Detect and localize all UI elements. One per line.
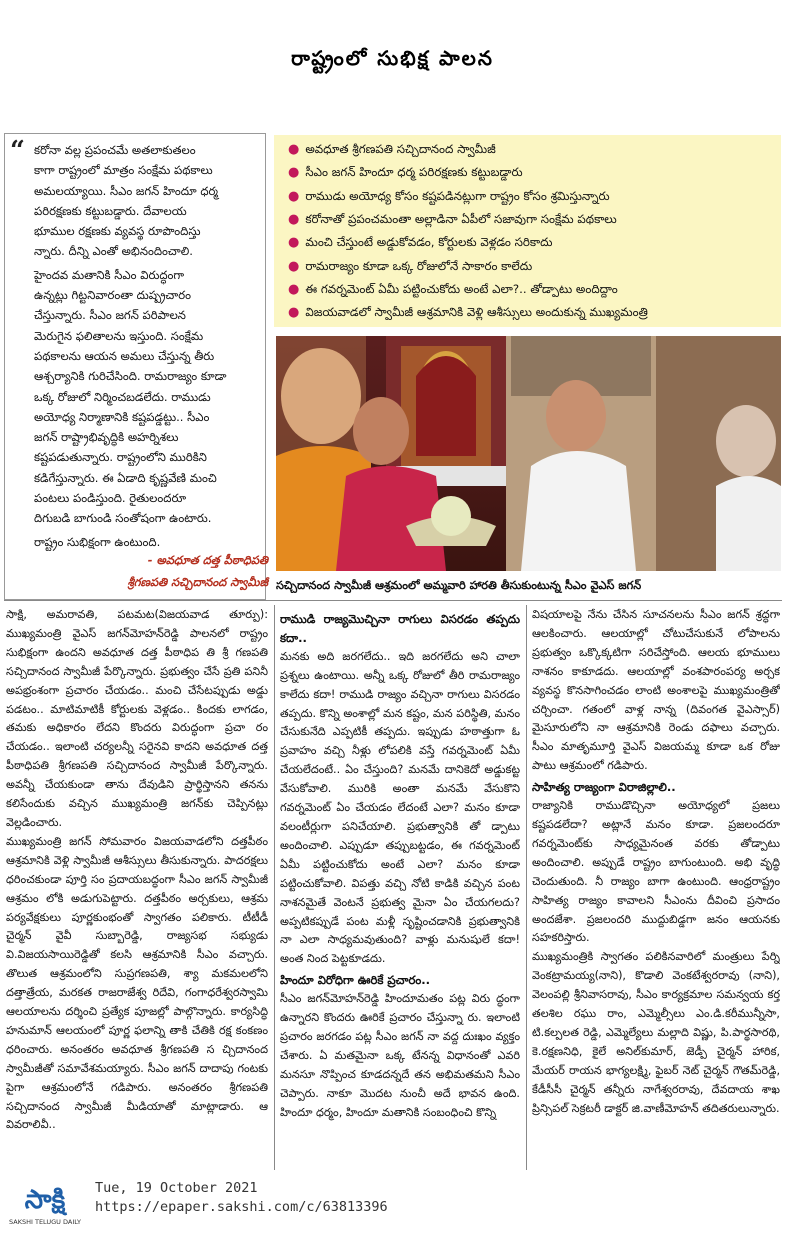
- paragraph: మనకు అది జరగలేదు.. ఇది జరగలేదు అని చాలా ప్రశ్నలు ఉంటాయి. అన్నీ ఒక్క రోజులో తీరి రామరాజ్యం కాలేదు కదా! రాముడి రాజ్యం వచ్చినా రాగులు విసరడం తప్పదు. కొన్ని అంశాల్లో మన కష్టం, మన పరిస్థితి, మనం చేసుకునేది ఎప్పటికీ తప్పదు. ఇప్పుడు హఠాత్తుగా ఓ ప్రవాహం వచ్చి నీళ్లు లోపలికి వస్తే గవర్నమెంట్ ఏమీ చేయలేదంటే.. ఏం చేస్తుంది? మనమే దానికెదో అడ్డుకట్ట వేసుకోవాలి. మురికి అంతా మనమే వేసుకొని గవర్నమెంట్ ఏం చేయడం లేదంటే ఎలా? మనం కూడా వలంటీర్లుగా పనిచేయాలి. ప్రభుత్వానికి తో డ్పాటు అందించాలి. ఎప్పుడూ తప్పుబట్టడం, ఈ గవర్నమెంట్ ఏమీ పట్టించుకోదు అంటే ఎలా? మనం కూడా పట్టించుకోవాలి. విపత్తు వచ్చి నోటి కాడికి వచ్చిన పంట నాశనమైతే వెంటనే ప్రభుత్వ మైనా ఏం చేయగలదు? అప్పటికప్పుడే పంట మళ్లీ సృష్టించడానికి ప్రభుత్వానికి నా ఎలా సాధ్యమవుతుంది? వాళ్లు మనుషులే కదా! అంత నింద పెట్టకూడదు.: [280, 649, 520, 966]
- quote-line: న్నారు. దీన్ని ఎంతో అభినందించాలి.: [34, 244, 193, 259]
- article-column-3: [532, 606, 780, 1172]
- highlight-item: [288, 282, 618, 299]
- quote-line: ఉన్నట్లు గిట్టనివారంతా దుష్ప్రచారం: [34, 288, 191, 303]
- quote-text: [34, 140, 262, 552]
- subheading: సాహిత్య రాజ్యంగా విరాజిల్లాలి..: [532, 780, 676, 795]
- highlight-text: ఈ గవర్నమెంట్ ఏమీ పట్టించుకోదు అంటే ఎలా?.. తోడ్పాటు అందిద్దాం: [305, 281, 618, 296]
- column-divider: [526, 605, 527, 1170]
- quote-line: ఆశ్చర్యానికి గురిచేసింది. రామరాజ్యం కూడా: [34, 369, 227, 384]
- quote-line: అయోధ్య నిర్మాణానికి కష్టపడ్డట్టు.. సీఎం: [34, 409, 210, 424]
- photo-caption: సచ్చిదానంద స్వామీజీ ఆశ్రమంలో అమ్మవారి హారతి తీసుకుంటున్న సీఎం వైఎస్ జగన్: [276, 579, 642, 592]
- highlight-text: అవధూత శ్రీగణపతి సచ్చిదానంద స్వామీజీ: [305, 142, 496, 156]
- paragraph: విషయాలపై నేను చేసిన సూచనలను సీఎం జగన్ శ్రద్ధగా ఆలకించారు. ఆలయాల్లో చోటుచేసుకునే లోపాలను ప్రభుత్వం ఒక్కొక్కటిగా సరిచేస్తోంది. ఆలయ భూములు నాశనం కాకూడదు. ఆలయాల్లో వంశపారంపర్య అర్చక వ్యవస్థ కొనసాగించడం లాంటి అంశాలపై ముఖ్యమంత్రితో చర్చించా. గతంలో వాళ్ల నాన్న (దివంగత వైఎస్సార్) మైసూరులోని నా ఆశ్రమానికి రెండు దఫాలు వచ్చారు. సీఎం మాతృమూర్తి వైఎస్ విజయమ్మ కూడా ఒక రోజు పాటు ఆశ్రమంలో గడిపారు.: [532, 608, 780, 773]
- quote-line: పంటలు పండిస్తుంది. రైతులందరూ: [34, 491, 187, 506]
- quote-line: భూముల రక్షణకు వ్యవస్థ రూపొందిస్తు: [34, 224, 201, 239]
- bullet-icon: ●: [288, 165, 300, 181]
- logo-subtext: SAKSHI TELUGU DAILY: [9, 1218, 81, 1226]
- bullet-icon: ●: [288, 188, 300, 204]
- headline: రాష్ట్రంలో సుభిక్ష పాలన: [291, 45, 494, 70]
- highlight-text: కరోనాతో ప్రపంచమంతా అల్లాడినా ఏపీలో సజావుగా సంక్షేమ పథకాలు: [305, 211, 617, 226]
- quote-signature-name: శ్రీగణపతి సచ్చిదానంద స్వామీజీ: [127, 575, 268, 589]
- logo-text: సాక్షి: [24, 1185, 66, 1215]
- paragraph: సాక్షి, అమరావతి, పటమట(విజయవాడ తూర్పు): ముఖ్యమంత్రి వైఎస్ జగన్‌మోహన్‌రెడ్డి పాలనలో రాష్ట్రం సుభిక్షంగా ఉందని అవధూత దత్త పీఠాధిప తి శ్రీ గణపతి సచ్చిదానంద స్వామీజీ పేర్కొన్నారు. ప్రభుత్వం చేసే ప్రతి పనినీ అపభ్రంశంగా ప్రచారం చేయడం.. మంచి చేసేటప్పుడు అడ్డు పడటం.. మాటిమాటికీ కోర్టులకు వెళ్లడం.. కిందకు లాగడం, తమకు అధికారం లేదని కొందరు విరుద్ధంగా ప్రచా రం చేయడం.. ఇలాంటి చర్యలన్నీ సరైనవి కాదని అవధూత దత్త పీఠాధిపతి శ్రీగణపతి సచ్చిదానంద స్వామీజీ పేర్కొన్నారు. అవన్నీ చేయకుండా తాను దేవుడిని ప్రార్థిస్తానని తనను కలిసేందుకు వచ్చిన ముఖ్యమంత్రి జగన్‌కు చెప్పినట్లు వెల్లడించారు.: [6, 608, 268, 829]
- bullet-icon: ●: [288, 211, 300, 227]
- quote-line: కష్టపడుతున్నారు. రాష్ట్రంలోని మురికిని: [34, 450, 207, 465]
- highlight-text: సీఎం జగన్ హిందూ ధర్మ పరిరక్షణకు కట్టుబడ్డారు: [305, 165, 523, 180]
- quote-mark-icon: [10, 139, 34, 161]
- quote-line: జగన్ రాష్ట్రాభివృద్ధికి అహర్నిశలు: [34, 430, 179, 445]
- bullet-icon: ●: [288, 235, 300, 251]
- quote-line: పథకాలను ఆయన అమలు చేస్తున్న తీరు: [34, 348, 215, 363]
- sakshi-logo-icon: [6, 1178, 84, 1228]
- bullet-icon: ●: [288, 305, 300, 321]
- paragraph: ముఖ్యమంత్రికి స్వాగతం పలికినవారిలో మంత్రులు పేర్ని వెంకట్రామయ్య(నాని), కొడాలి వెంకటేశ్వరరావు (నాని), వెలంపల్లి శ్రీనివాసరావు, సీఎం కార్యక్రమాల సమన్వయ కర్త తలశిల రఘు రాం, ఎమ్మెల్సీలు ఎం.డి.కరీమున్నీసా, టి.కల్పలత రెడ్డి, ఎమ్మెల్యేలు మల్లాది విష్ణు, పి.పార్థసారథి, కె.రక్షణనిధి, కైలే అనిల్‌కుమార్, జెడ్పీ చైర్మన్ హారిక, మేయర్ రాయన భాగ్యలక్ష్మి, ఫైబర్ నెట్ చైర్మన్ గౌతమ్‌రెడ్డి, కేడీసీసీ చైర్మన్ తన్నీరు నాగేశ్వరరావు, దేవదాయ శాఖ ప్రిన్సిపల్ సెక్రటరీ డాక్టర్ జి.వాణీమోహన్ తదితరులున్నారు.: [532, 950, 780, 1115]
- quote-line: చేస్తున్నారు. సీఎం జగన్ పరిపాలన: [34, 308, 186, 323]
- quote-line: రాష్ట్రం సుభిక్షంగా ఉంటుంది.: [34, 534, 161, 549]
- highlights-box: [274, 135, 781, 327]
- quote-line: కరోనా వల్ల ప్రపంచమే అతలాకుతలం: [34, 143, 196, 157]
- highlight-item: [288, 235, 553, 252]
- highlight-item: [288, 165, 523, 182]
- highlight-text: మంచి చేస్తుంటే అడ్డుకోవడం, కోర్టులకు వెళ్లడం సరికాదు: [305, 235, 553, 250]
- bullet-icon: ●: [288, 281, 300, 297]
- quote-line: ఒక్క రోజులో నిర్మించబడలేదు. రాముడు: [34, 389, 211, 404]
- quote-line: దిగుబడి బాగుండి సంతోషంగా ఉంటారు.: [34, 511, 212, 526]
- quote-line: పరిరక్షణకు కట్టుబడ్డారు. దేవాలయ: [34, 203, 187, 218]
- paragraph: సీఎం జగన్‌మోహన్‌రెడ్డి హిందూమతం పట్ల విరు ద్ధంగా ఉన్నారని కొందరు ఊరికే ప్రచారం చేస్తున్నా రు. ఇలాంటి ప్రచారం జరగడం పట్ల సీఎం జగన్ నా వద్ద దుఃఖం వ్యక్తం చేశారు. ఏ మతమైనా ఒక్క టేనన్న విధానంతో ఎవరి మనసూ నొప్పించ కూడదన్నదే తన అభిమతమని సీఎం చెప్పారు. నాకూ మొదట నుంచీ అదే భావన ఉంది. హిందూ ధర్మం, హిందూ మతానికి సంబంధించి కొన్ని: [280, 992, 520, 1119]
- article-column-1: [6, 606, 268, 1172]
- highlight-item: [288, 259, 532, 276]
- quote-line: కాగా రాష్ట్రంలో మాత్రం సంక్షేమ పథకాలు: [34, 163, 213, 178]
- bullet-icon: ●: [288, 142, 300, 157]
- highlight-item: [288, 189, 610, 206]
- highlight-text: రామరాజ్యం కూడా ఒక్క రోజులోనే సాకారం కాలేదు: [305, 258, 533, 273]
- highlight-text: రాముడు అయోధ్య కోసం కష్టపడినట్లుగా రాష్ట్రం కోసం శ్రమిస్తున్నారు: [305, 188, 610, 203]
- highlight-item: [288, 142, 496, 159]
- column-divider: [274, 605, 275, 1170]
- paragraph: ముఖ్యమంత్రి జగన్ సోమవారం విజయవాడలోని దత్తపీఠం ఆశ్రమానికి వెళ్లి స్వామీజీ ఆశీస్సులు తీసుకున్నారు. పాదరక్షలు ధరించకుండా పూర్తి సం ప్రదాయబద్ధంగా సీఎం జగన్ స్వామీజీ ఆశ్రమం లోకి అడుగుపెట్టారు. దత్తపీఠం అర్చకులు, ఆశ్రమ పర్యవేక్షకులు పూర్ణకుంభంతో స్వాగతం పలికారు. టీటీడీ చైర్మన్ వైవీ సుబ్బారెడ్డి, రాజ్యసభ సభ్యుడు వి.విజయసాయిరెడ్డితో కలసి ఆశ్రమానికి సీఎం వచ్చారు. తొలుత ఆశ్రమంలోని సుప్రగణపతి, శ్యా మకమలలోని దత్తాత్రేయ, మరకత రాజరాజేశ్వ రిదేవి, గంగాధరేశ్వరస్వామి ఆలయాలను దర్శించి ప్రత్యేక పూజల్లో పాల్గొన్నారు. కార్యసిద్ధి హనుమాన్ ఆలయంలో పూర్ణ ఫలాన్ని తాకి చేతికి రక్ష కంకణం ధరించారు. అనంతరం అవధూత శ్రీగణపతి స చ్చిదానంద స్వామీజీతో సమావేశమయ్యారు. సీఎం జగన్ దాదాపు గంటకు పైగా ఆశ్రమంలోనే గడిపారు. అనంతరం శ్రీగణపతి సచ్చిదానంద స్వామీజీ మీడియాతో మాట్లాడారు. ఆ వివరాలివీ..: [6, 834, 268, 1132]
- highlight-text: విజయవాడలో స్వామీజీ ఆశ్రమానికి వెళ్లి ఆశీస్సులు అందుకున్న ముఖ్యమంత్రి: [305, 305, 648, 320]
- highlight-item: [288, 212, 617, 229]
- photo-illustration: [276, 336, 781, 571]
- svg-text:“: “: [10, 139, 25, 161]
- quote-line: అమలయ్యాయి. సీఎం జగన్ హిందూ ధర్మ: [34, 183, 218, 198]
- epaper-link[interactable]: https://epaper.sakshi.com/c/63813396: [95, 1199, 388, 1215]
- article-column-2: [280, 608, 520, 1174]
- quote-line: హైందవ మతానికి సీఎం విరుద్ధంగా: [34, 267, 185, 282]
- quote-signature-title: - అవధూత దత్త పీఠాధిపతి: [147, 553, 268, 567]
- quote-line: కడిగేస్తున్నారు. ఈ ఏడాది కృష్ణవేణి మంచి: [34, 470, 217, 485]
- quote-line: మెరుగైన ఫలితాలను ఇస్తుంది. సంక్షేమ: [34, 328, 204, 343]
- photo: [276, 336, 781, 571]
- bullet-icon: ●: [288, 258, 300, 274]
- divider: [4, 600, 782, 601]
- print-date: Tue, 19 October 2021: [95, 1180, 258, 1196]
- highlight-item: [288, 305, 648, 322]
- subheading: హిందూ విరోధిగా ఊరికే ప్రచారం..: [280, 973, 431, 988]
- subheading: రాముడి రాజ్యమొచ్చినా రాగులు విసరడం తప్పదు కదా..: [280, 612, 520, 645]
- paragraph: రాజ్యానికి రాముడొచ్చినా అయోధ్యలో ప్రజలు కష్టపడలేదా? అట్లానే మనం కూడా. ప్రజలందరూ గవర్నమెంట్‌కు సాధ్యమైనంత వరకు తోడ్పాటు అందించాలి. అప్పుడే రాష్ట్రం బాగుంటుంది. అభి వృద్ధి చెందుతుంది. నీ రాజ్యం బాగా ఉంటుంది. ఆంధ్రరాష్ట్రం సాహిత్య రాజ్యం కావాలని సీఎంను దీవించి ప్రసాదం అందజేశా. ప్రజలందరి ముద్దుబిడ్డగా జనం ఆయనకు సహకరిస్తారు.: [532, 799, 780, 945]
